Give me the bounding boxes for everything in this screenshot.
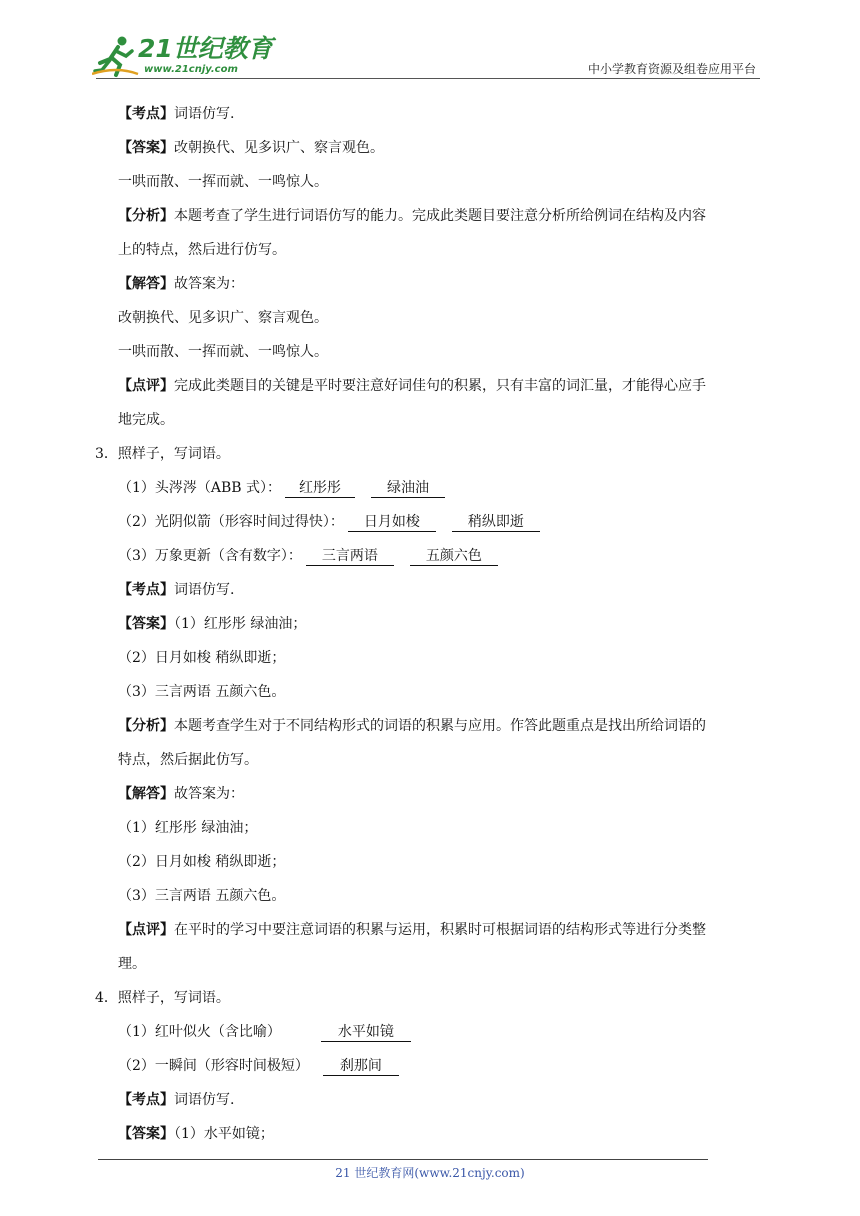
q3-jieda xyxy=(118,784,244,804)
q4-daan xyxy=(118,1124,274,1144)
q3-item-2 xyxy=(118,512,540,532)
q2-dianping-line2: 地完成。 xyxy=(118,412,174,428)
tag-fenxi: 【分析】 xyxy=(118,718,174,734)
tag-dianping: 【点评】 xyxy=(118,378,174,394)
q2-jieda-line2: 改朝换代、见多识广、察言观色。 xyxy=(118,310,328,326)
tag-daan: 【答案】 xyxy=(118,1126,174,1142)
q3-item-1 xyxy=(118,478,445,498)
kaodian-text: 词语仿写. xyxy=(174,106,235,122)
tag-daan: 【答案】 xyxy=(118,616,174,632)
fenxi-text: 本题考查学生对于不同结构形式的词语的积累与应用。作答此题重点是找出所给词语的 xyxy=(174,718,706,734)
q2-daan xyxy=(118,138,384,158)
daan-text: （1）水平如镜； xyxy=(174,1126,274,1142)
answer-blank: 三言两语 xyxy=(306,547,394,566)
daan-text: 改朝换代、见多识广、察言观色。 xyxy=(174,140,384,156)
platform-name: 中小学教育资源及组卷应用平台 xyxy=(587,62,756,76)
tag-dianping: 【点评】 xyxy=(118,922,174,938)
jieda-text: 故答案为： xyxy=(174,276,244,292)
q3-jieda-line2: （1）红彤彤 绿油油； xyxy=(118,820,258,836)
q4-title: 4．照样子，写词语。 xyxy=(95,990,230,1006)
q3-kaodian xyxy=(118,580,234,600)
answer-blank: 水平如镜 xyxy=(321,1023,411,1042)
q3-jieda-line3: （2）日月如梭 稍纵即逝； xyxy=(118,854,286,870)
q3-item-3 xyxy=(118,546,498,566)
daan-text: （1）红彤彤 绿油油； xyxy=(174,616,307,632)
dianping-text: 完成此类题目的关键是平时要注意好词佳句的积累，只有丰富的词汇量，才能得心应手 xyxy=(174,378,706,394)
footer-link[interactable]: 21 世纪教育网(www.21cnjy.com) xyxy=(335,1166,525,1180)
header-divider xyxy=(96,78,760,79)
q2-daan-line2: 一哄而散、一挥而就、一鸣惊人。 xyxy=(118,174,328,190)
q2-kaodian xyxy=(118,104,234,124)
answer-blank: 刹那间 xyxy=(323,1057,399,1076)
q3-dianping-line2: 理。 xyxy=(118,956,146,972)
q2-fenxi-line2: 上的特点，然后进行仿写。 xyxy=(118,242,286,258)
answer-blank: 日月如梭 xyxy=(348,513,436,532)
dianping-text: 在平时的学习中要注意词语的积累与运用，积累时可根据词语的结构形式等进行分类整 xyxy=(174,922,706,938)
item-label: （1）头涔涔（ABB 式）： xyxy=(118,480,282,496)
jieda-text: 故答案为： xyxy=(174,786,244,802)
item-label: （1）红叶似火（含比喻） xyxy=(118,1024,281,1040)
tag-kaodian: 【考点】 xyxy=(118,106,174,122)
q3-fenxi xyxy=(118,716,706,736)
q3-daan-line3: （3）三言两语 五颜六色。 xyxy=(118,684,286,700)
q2-jieda xyxy=(118,274,244,294)
kaodian-text: 词语仿写. xyxy=(174,582,235,598)
site-logo[interactable] xyxy=(92,34,273,80)
tag-jieda: 【解答】 xyxy=(118,276,174,292)
running-figure-icon xyxy=(92,34,140,78)
q4-item-2 xyxy=(118,1056,399,1076)
answer-blank: 红彤彤 xyxy=(285,479,355,498)
answer-blank: 绿油油 xyxy=(371,479,445,498)
q2-dianping xyxy=(118,376,706,396)
q4-item-1 xyxy=(118,1022,411,1042)
q3-fenxi-line2: 特点，然后据此仿写。 xyxy=(118,752,258,768)
answer-blank: 稍纵即逝 xyxy=(452,513,540,532)
tag-daan: 【答案】 xyxy=(118,140,174,156)
logo-title: 21世纪教育 xyxy=(138,34,273,63)
item-label: （2）一瞬间（形容时间极短） xyxy=(118,1058,309,1074)
q3-jieda-line4: （3）三言两语 五颜六色。 xyxy=(118,888,286,904)
q2-fenxi xyxy=(118,206,706,226)
logo-url: www.21cnjy.com xyxy=(144,64,238,75)
tag-fenxi: 【分析】 xyxy=(118,208,174,224)
fenxi-text: 本题考查了学生进行词语仿写的能力。完成此类题目要注意分析所给例词在结构及内容 xyxy=(174,208,706,224)
item-label: （3）万象更新（含有数字）： xyxy=(118,548,302,564)
footer-divider xyxy=(98,1159,708,1160)
q3-daan xyxy=(118,614,306,634)
tag-kaodian: 【考点】 xyxy=(118,1092,174,1108)
q3-daan-line2: （2）日月如梭 稍纵即逝； xyxy=(118,650,286,666)
q4-kaodian xyxy=(118,1090,234,1110)
page-header xyxy=(0,0,860,90)
tag-kaodian: 【考点】 xyxy=(118,582,174,598)
q2-jieda-line3: 一哄而散、一挥而就、一鸣惊人。 xyxy=(118,344,328,360)
item-label: （2）光阴似箭（形容时间过得快）： xyxy=(118,514,344,530)
q3-dianping xyxy=(118,920,706,940)
tag-jieda: 【解答】 xyxy=(118,786,174,802)
answer-blank: 五颜六色 xyxy=(410,547,498,566)
kaodian-text: 词语仿写. xyxy=(174,1092,235,1108)
q3-title: 3．照样子，写词语。 xyxy=(95,446,230,462)
